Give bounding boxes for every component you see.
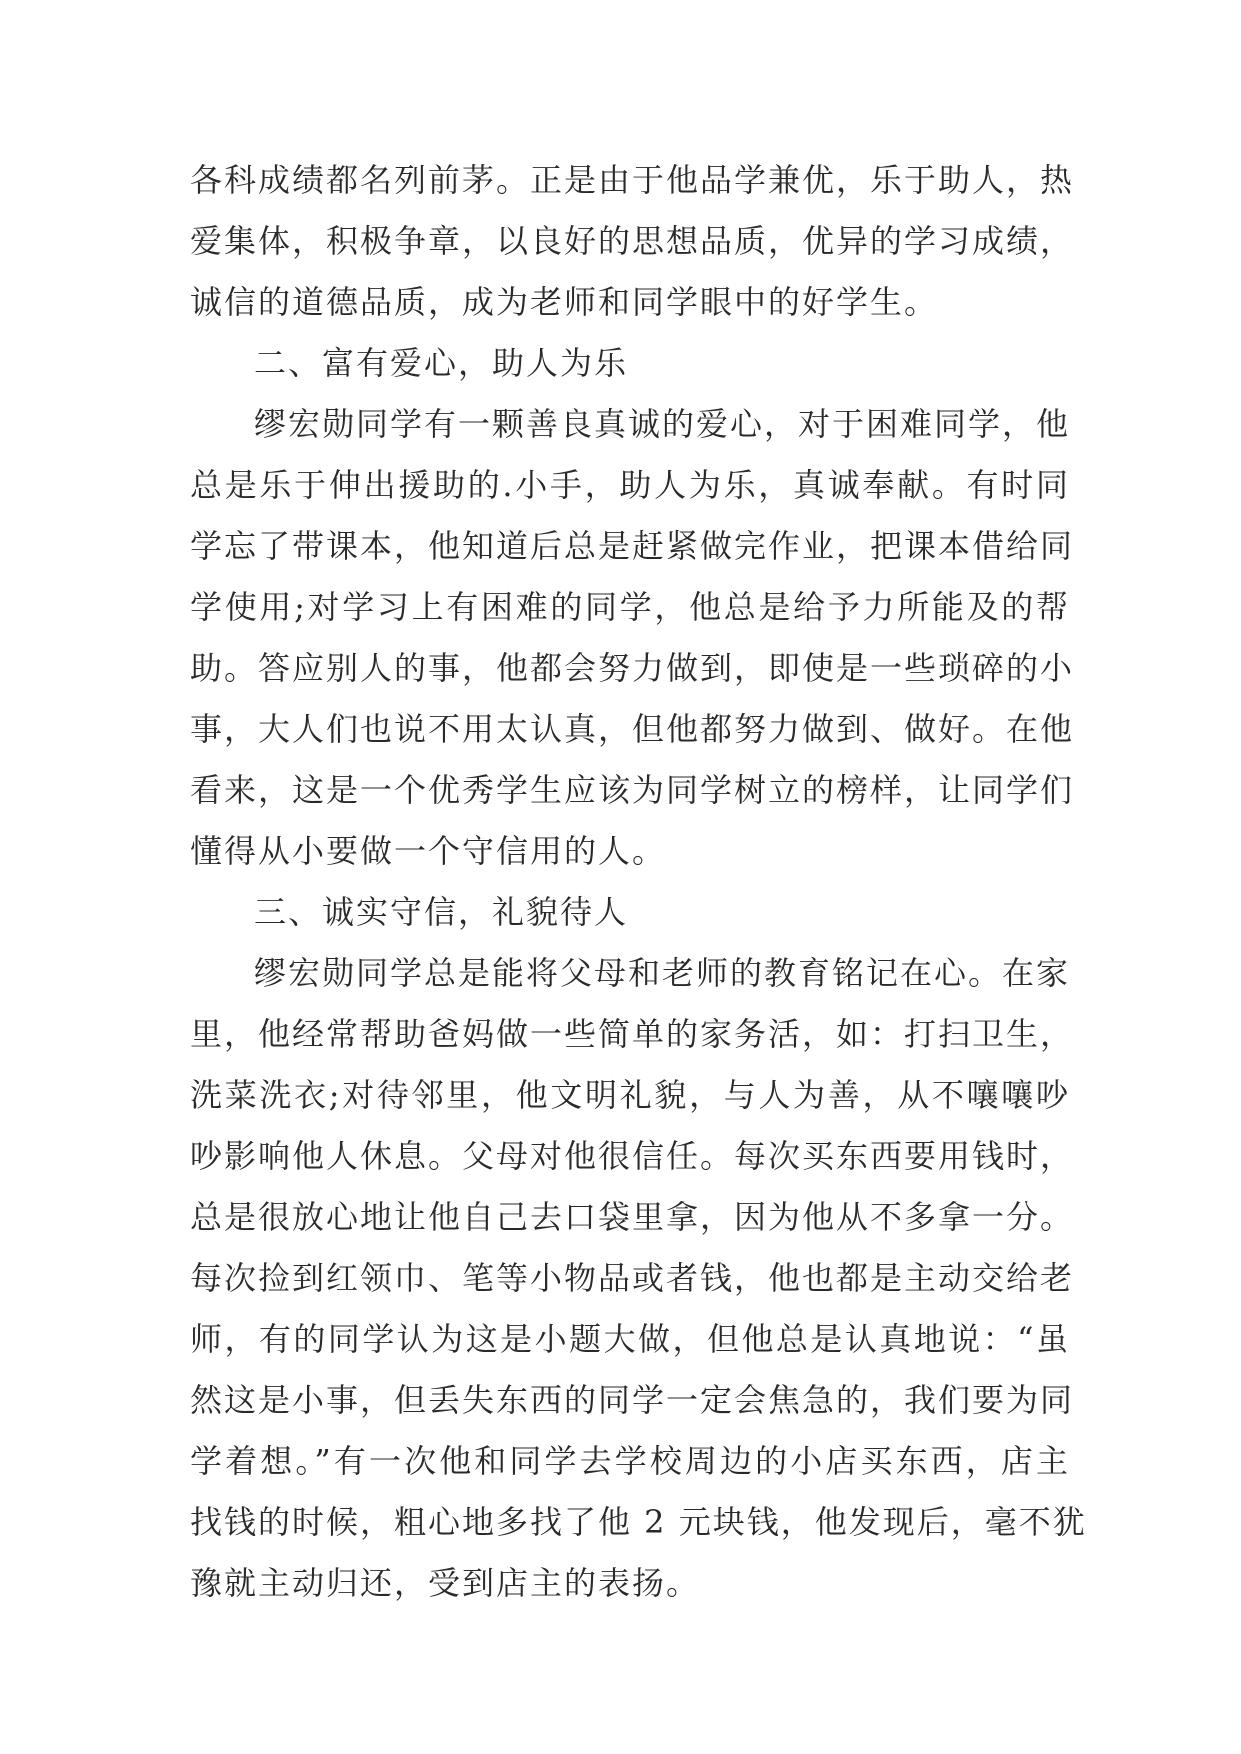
- text-line: 吵影响他人休息。父母对他很信任。每次买东西要用钱时，: [190, 1137, 1075, 1175]
- text-line: 豫就主动归还，受到店主的表扬。: [190, 1564, 701, 1602]
- text-line: 爱集体，积极争章，以良好的思想品质，优异的学习成绩，: [190, 222, 1075, 260]
- text-line: 里，他经常帮助爸妈做一些简单的家务活，如：打扫卫生，: [190, 1015, 1075, 1053]
- text-line: 总是很放心地让他自己去口袋里拿，因为他从不多拿一分。: [190, 1198, 1075, 1236]
- section-heading: 三、诚实守信，礼貌待人: [254, 893, 629, 931]
- text-line: 师，有的同学认为这是小题大做，但他总是认真地说：“虽: [190, 1320, 1070, 1358]
- text-line: 各科成绩都名列前茅。正是由于他品学兼优，乐于助人，热: [190, 161, 1075, 199]
- text-line: 看来，这是一个优秀学生应该为同学树立的榜样，让同学们: [190, 771, 1075, 809]
- text-line: 缪宏勋同学总是能将父母和老师的教育铭记在心。在家: [254, 954, 1071, 992]
- text-line: 缪宏勋同学有一颗善良真诚的爱心，对于困难同学，他: [254, 405, 1071, 443]
- text-line: 助。答应别人的事，他都会努力做到，即使是一些琐碎的小: [190, 649, 1075, 687]
- document-body: [190, 150, 1087, 1614]
- text-line: 洗菜洗衣;对待邻里，他文明礼貌，与人为善，从不嚷嚷吵: [190, 1076, 1070, 1114]
- text-line: 诚信的道德品质，成为老师和同学眼中的好学生。: [190, 283, 939, 321]
- text-line: 事，大人们也说不用太认真，但他都努力做到、做好。在他: [190, 710, 1075, 748]
- text-line: 总是乐于伸出援助的.小手，助人为乐，真诚奉献。有时同: [190, 466, 1070, 504]
- text-line: 懂得从小要做一个守信用的人。: [190, 832, 667, 870]
- text-line: 学忘了带课本，他知道后总是赶紧做完作业，把课本借给同: [190, 527, 1075, 565]
- section-heading: 二、富有爱心，助人为乐: [254, 344, 629, 382]
- text-line: 学着想。”有一次他和同学去学校周边的小店买东西，店主: [190, 1442, 1070, 1480]
- text-line: 找钱的时候，粗心地多找了他 2 元块钱，他发现后，毫不犹: [190, 1503, 1087, 1541]
- text-line: 每次捡到红领巾、笔等小物品或者钱，他也都是主动交给老: [190, 1259, 1075, 1297]
- text-line: 学使用;对学习上有困难的同学，他总是给予力所能及的帮: [190, 588, 1070, 626]
- text-line: 然这是小事，但丢失东西的同学一定会焦急的，我们要为同: [190, 1381, 1075, 1419]
